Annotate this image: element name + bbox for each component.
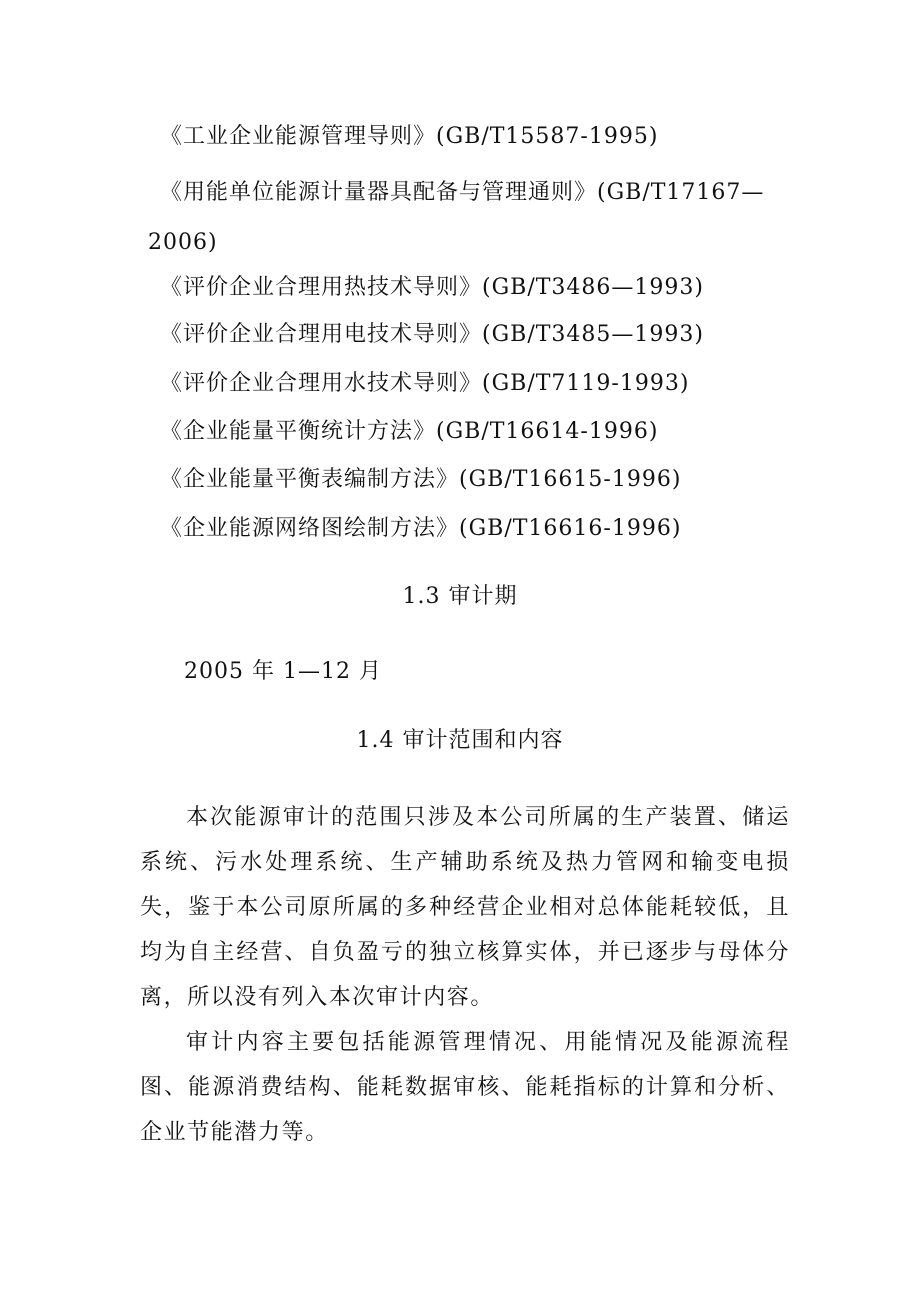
section-heading-1-3: 1.3 审计期 (402, 584, 518, 609)
reference-item: 《企业能量平衡统计方法》(GB/T16614-1996) (160, 419, 659, 444)
reference-item-continuation: 2006) (148, 230, 218, 255)
reference-item: 《评价企业合理用电技术导则》(GB/T3485—1993) (160, 322, 704, 347)
reference-item: 《工业企业能源管理导则》(GB/T15587-1995) (160, 124, 659, 149)
paragraph-scope: 本次能源审计的范围只涉及本公司所属的生产装置、储运系统、污水处理系统、生产辅助系统及热力管网和输变电损失，鉴于本公司原所属的多种经营企业相对总体能耗较低，且均为自主经营、自负盈亏的独立核算实体，并已逐步与母体分离，所以没有列入本次审计内容。 (140, 805, 790, 1010)
reference-item: 《企业能源网络图绘制方法》(GB/T16616-1996) (160, 516, 682, 541)
reference-item: 《用能单位能源计量器具配备与管理通则》(GB/T17167— (160, 180, 765, 205)
reference-item: 《评价企业合理用水技术导则》(GB/T7119-1993) (160, 371, 690, 396)
paragraph-content: 审计内容主要包括能源管理情况、用能情况及能源流程图、能源消费结构、能耗数据审核、能耗指标的计算和分析、企业节能潜力等。 (140, 1030, 790, 1145)
audit-period: 2005 年 1—12 月 (184, 659, 382, 684)
reference-item: 《评价企业合理用热技术导则》(GB/T3486—1993) (160, 275, 704, 300)
reference-item: 《企业能量平衡表编制方法》(GB/T16615-1996) (160, 467, 682, 492)
section-heading-1-4: 1.4 审计范围和内容 (356, 728, 564, 753)
